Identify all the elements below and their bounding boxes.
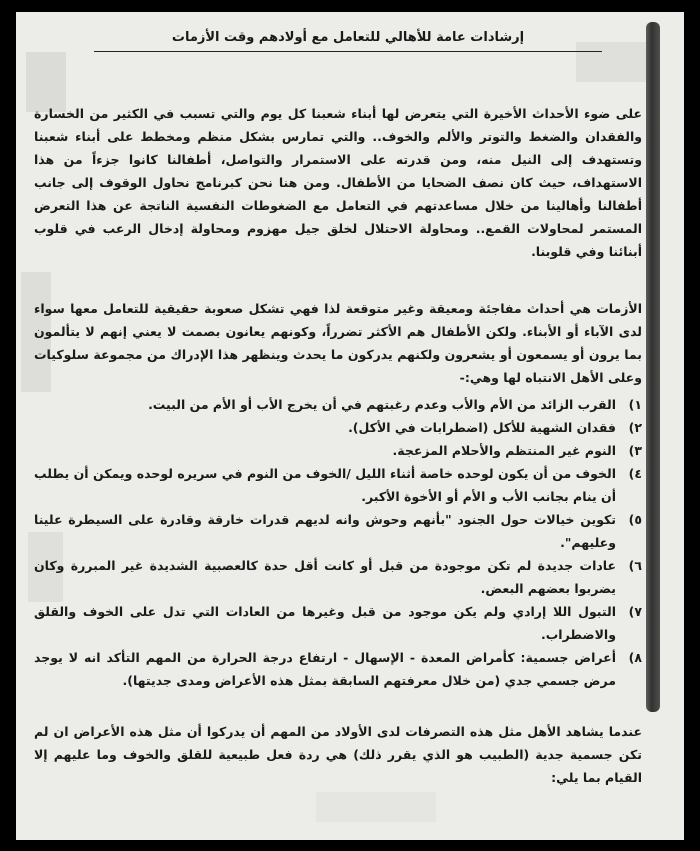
list-item xyxy=(34,393,642,416)
item-number: ٤) xyxy=(628,466,642,481)
document-body xyxy=(34,26,642,789)
item-number: ٥) xyxy=(628,512,642,527)
item-text: الخوف من أن يكون لوحده خاصة أثناء الليل /الخوف من النوم في سريره لوحده ويمكن أن يطلب أن ينام بجانب الأب و الأم أو الأخوة الأكبر. xyxy=(34,466,616,504)
scanned-page xyxy=(16,12,684,840)
list-item xyxy=(34,646,642,692)
binding-shadow xyxy=(646,22,660,712)
item-number: ٦) xyxy=(628,558,642,573)
item-number: ١) xyxy=(628,397,642,412)
item-text: النوم غير المنتظم والأحلام المزعجة. xyxy=(392,443,616,458)
list-item xyxy=(34,600,642,646)
item-number: ٨) xyxy=(628,650,642,665)
item-text: أعراض جسمية: كأمراض المعدة - الإسهال - ارتفاع درجة الحرارة من المهم التأكد انه لا يوجد مرض جسمي جدي (من خلال معرفتهم السابقة بمثل هذه الأعراض ومدى جديتها). xyxy=(34,650,616,688)
item-text: تكوين خيالات حول الجنود "بأنهم وحوش وانه لديهم قدرات خارقة وقادرة على السيطرة علينا وعليهم". xyxy=(34,512,616,550)
item-text: التبول اللا إرادي ولم يكن موجود من قبل وغيرها من العادات التي تدل على الخوف والقلق والاضطراب. xyxy=(34,604,616,642)
item-text: القرب الزائد من الأم والأب وعدم رغبتهم في أن يخرج الأب أو الأم من البيت. xyxy=(148,397,616,412)
definition-paragraph: الأزمات هي أحداث مفاجئة ومعيقة وغير متوقعة لذا فهي تشكل صعوبة حقيقية للتعامل معها سواء لدى الآباء أو الأبناء. ولكن الأطفال هم الأكثر تضرراً، وكونهم يعانون بصمت لا يعني إنهم لا يتألمون بما يرون أو يسمعون أو يشعرون ولكنهم يدركون ما يحدث وينظهر هذا الإدراك من مجموعة سلوكيات وعلى الأهل الانتباه لها وهي:- xyxy=(34,301,642,385)
item-text: عادات جديدة لم تكن موجودة من قبل أو كانت أقل حدة كالعصبية الشديدة غير المبررة وكان يضربوا بعضهم البعض. xyxy=(34,558,616,596)
intro-paragraph: على ضوء الأحداث الأخيرة التي يتعرض لها أبناء شعبنا كل يوم والتي تسبب في الكثير من الخسارة والفقدان والضغط والتوتر والألم والخوف.. والتي تمارس بشكل منظم ومخطط على أبناء شعبنا وتستهدف إلى النيل منه، ومن قدرته على الاستمرار والتواصل، أطفالنا كانوا جزءاً من هذا الاستهداف، حيث كان نصف الضحايا من الأطفال. ومن هنا نحن كبرنامج نحاول الوقوف إلى جانب أطفالنا وأهالينا من خلال مساعدتهم في التعامل مع الضغوطات النفسية الناتجة عن هذا التعرض المستمر لمحاولات القمع.. ومحاولة الاحتلال لخلق جيل مهزوم ومحاولة إدخال الرعب في قلوب أبنائنا وفي قلوبنا. xyxy=(34,106,642,259)
symptoms-list xyxy=(34,393,642,692)
list-item xyxy=(34,439,642,462)
item-number: ٣) xyxy=(628,443,642,458)
item-text: فقدان الشهية للأكل (اضطرابات في الأكل). xyxy=(348,420,616,435)
list-item xyxy=(34,416,642,439)
list-item xyxy=(34,462,642,508)
page-title: إرشادات عامة للأهالي للتعامل مع أولادهم وقت الأزمات xyxy=(94,26,602,52)
item-number: ٢) xyxy=(628,420,642,435)
item-number: ٧) xyxy=(628,604,642,619)
list-item xyxy=(34,554,642,600)
closing-paragraph: عندما يشاهد الأهل مثل هذه التصرفات لدى الأولاد من المهم أن يدركوا أن مثل هذه الأعراض ان لم تكن جسمية جدية (الطبيب هو الذي يقرر ذلك) هي ردة فعل طبيعية للقلق والخوف وما عليهم إلا القيام بما يلي: xyxy=(34,724,642,785)
list-item xyxy=(34,508,642,554)
